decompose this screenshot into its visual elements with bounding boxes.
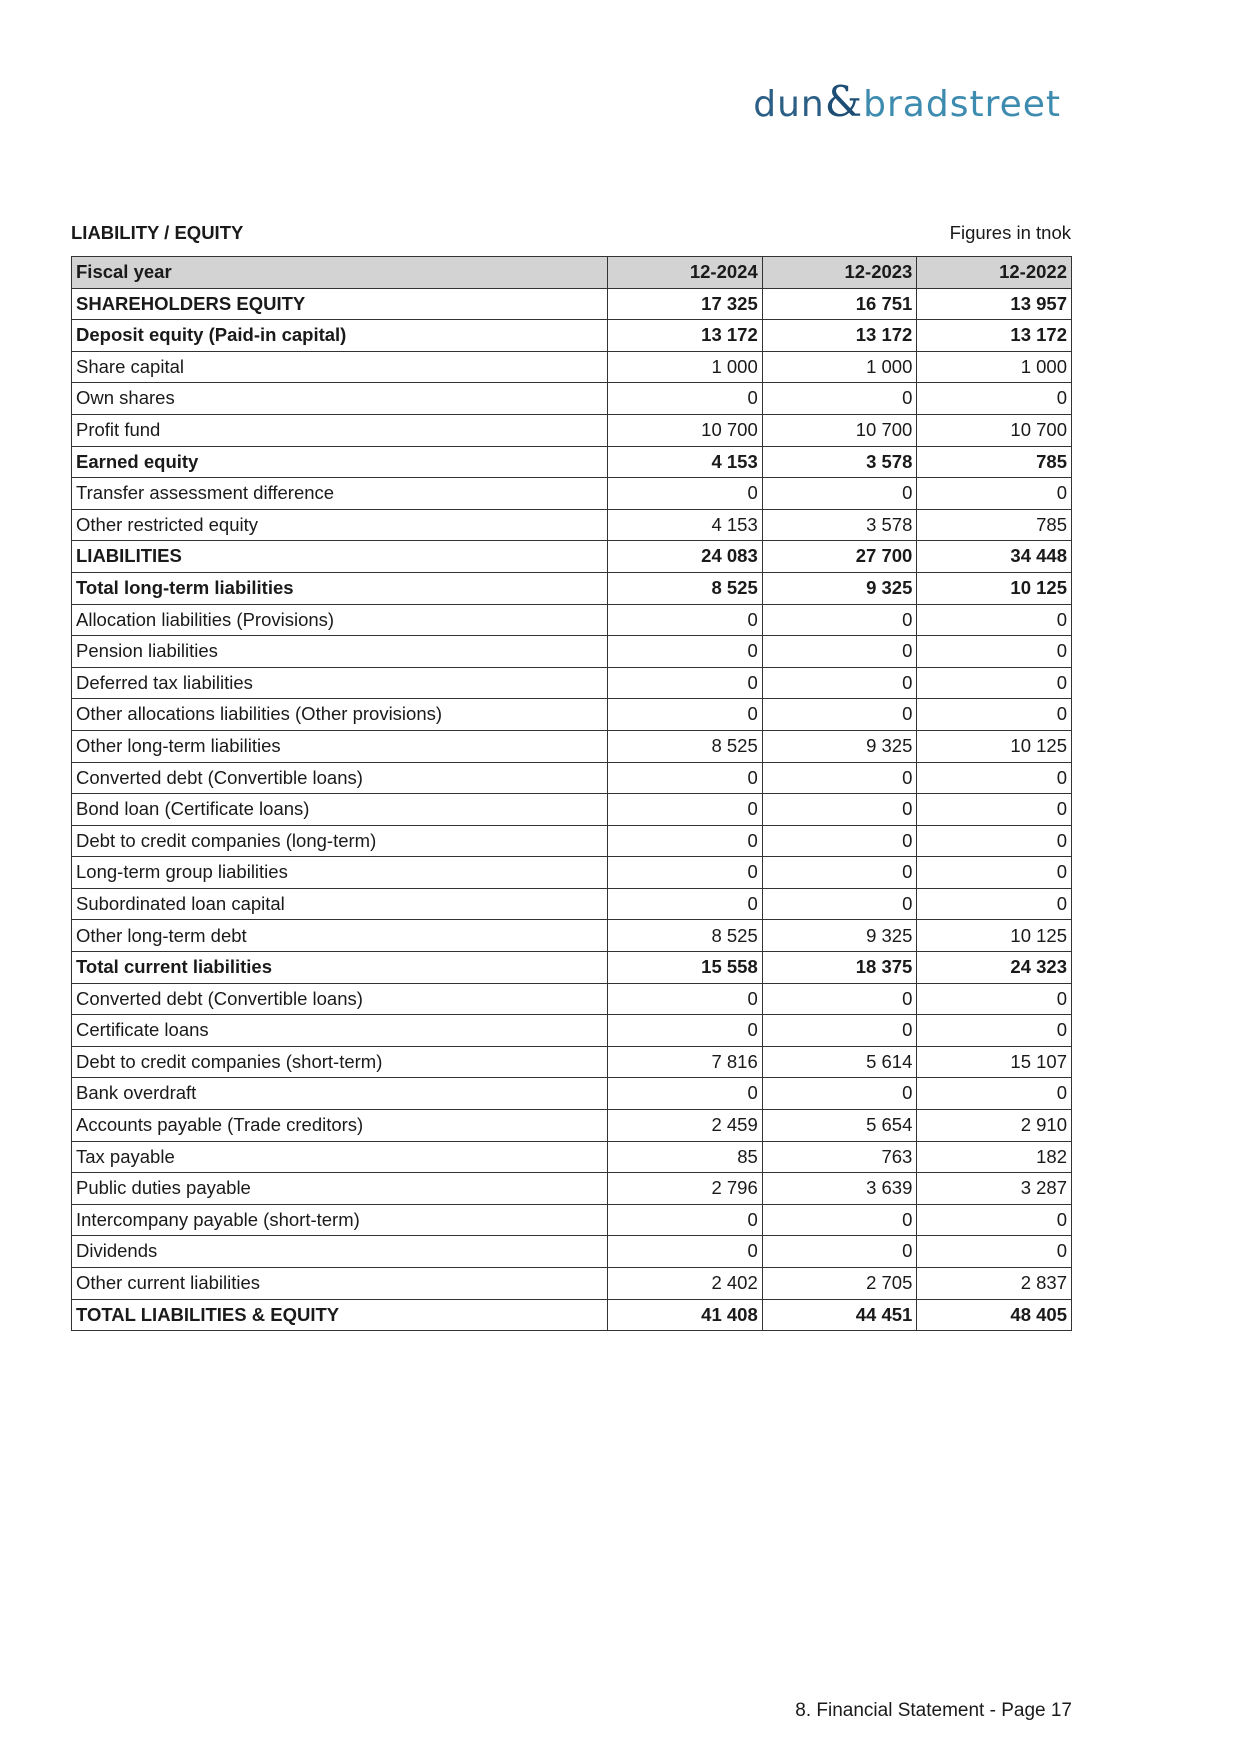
row-value: 0 bbox=[917, 1078, 1072, 1110]
row-label: Other restricted equity bbox=[72, 509, 608, 541]
row-value: 0 bbox=[762, 699, 917, 731]
table-row bbox=[72, 1046, 1072, 1078]
table-row bbox=[72, 1268, 1072, 1300]
row-value: 0 bbox=[608, 667, 763, 699]
row-value: 2 796 bbox=[608, 1173, 763, 1205]
row-value: 182 bbox=[917, 1141, 1072, 1173]
table-row bbox=[72, 857, 1072, 889]
row-value: 8 525 bbox=[608, 572, 763, 604]
row-value: 8 525 bbox=[608, 730, 763, 762]
row-value: 0 bbox=[917, 794, 1072, 826]
row-label: Converted debt (Convertible loans) bbox=[72, 983, 608, 1015]
row-value: 2 910 bbox=[917, 1110, 1072, 1142]
row-value: 0 bbox=[762, 888, 917, 920]
row-value: 24 323 bbox=[917, 952, 1072, 984]
row-value: 0 bbox=[608, 383, 763, 415]
row-value: 0 bbox=[917, 667, 1072, 699]
row-value: 0 bbox=[917, 636, 1072, 668]
row-value: 0 bbox=[608, 794, 763, 826]
row-value: 48 405 bbox=[917, 1299, 1072, 1331]
row-value: 0 bbox=[917, 983, 1072, 1015]
row-value: 763 bbox=[762, 1141, 917, 1173]
table-row bbox=[72, 667, 1072, 699]
section-title: LIABILITY / EQUITY bbox=[71, 222, 244, 243]
row-value: 0 bbox=[762, 1015, 917, 1047]
row-value: 0 bbox=[917, 478, 1072, 510]
row-value: 10 700 bbox=[608, 414, 763, 446]
row-value: 15 107 bbox=[917, 1046, 1072, 1078]
liability-equity-table bbox=[71, 256, 1072, 1331]
row-label: Public duties payable bbox=[72, 1173, 608, 1205]
row-value: 0 bbox=[917, 699, 1072, 731]
row-value: 0 bbox=[762, 825, 917, 857]
row-label: Bond loan (Certificate loans) bbox=[72, 794, 608, 826]
row-value: 9 325 bbox=[762, 730, 917, 762]
row-value: 10 125 bbox=[917, 730, 1072, 762]
row-value: 2 837 bbox=[917, 1268, 1072, 1300]
row-value: 34 448 bbox=[917, 541, 1072, 573]
row-value: 0 bbox=[917, 1015, 1072, 1047]
row-label: Tax payable bbox=[72, 1141, 608, 1173]
row-label: SHAREHOLDERS EQUITY bbox=[72, 288, 608, 320]
table-row bbox=[72, 1015, 1072, 1047]
row-value: 10 125 bbox=[917, 572, 1072, 604]
row-value: 15 558 bbox=[608, 952, 763, 984]
row-value: 10 700 bbox=[762, 414, 917, 446]
row-value: 3 287 bbox=[917, 1173, 1072, 1205]
row-value: 13 172 bbox=[917, 320, 1072, 352]
page-footer: 8. Financial Statement - Page 17 bbox=[795, 1700, 1072, 1721]
row-value: 0 bbox=[917, 857, 1072, 889]
logo-ampersand: & bbox=[824, 76, 864, 126]
row-value: 0 bbox=[917, 762, 1072, 794]
row-label: Total current liabilities bbox=[72, 952, 608, 984]
table-row bbox=[72, 478, 1072, 510]
table-row bbox=[72, 1173, 1072, 1205]
row-value: 85 bbox=[608, 1141, 763, 1173]
row-value: 1 000 bbox=[608, 351, 763, 383]
row-value: 0 bbox=[762, 667, 917, 699]
table-row bbox=[72, 952, 1072, 984]
row-label: Transfer assessment difference bbox=[72, 478, 608, 510]
table-row bbox=[72, 1204, 1072, 1236]
row-value: 0 bbox=[608, 636, 763, 668]
row-label: LIABILITIES bbox=[72, 541, 608, 573]
row-value: 13 957 bbox=[917, 288, 1072, 320]
table-body bbox=[72, 288, 1072, 1331]
table-row bbox=[72, 1299, 1072, 1331]
row-value: 1 000 bbox=[762, 351, 917, 383]
row-label: Converted debt (Convertible loans) bbox=[72, 762, 608, 794]
logo-wordmark bbox=[753, 77, 1061, 126]
row-value: 0 bbox=[608, 478, 763, 510]
row-value: 0 bbox=[762, 762, 917, 794]
row-value: 27 700 bbox=[762, 541, 917, 573]
table-row bbox=[72, 1110, 1072, 1142]
row-value: 0 bbox=[762, 636, 917, 668]
row-value: 4 153 bbox=[608, 509, 763, 541]
row-label: Debt to credit companies (short-term) bbox=[72, 1046, 608, 1078]
row-label: Other allocations liabilities (Other provisions) bbox=[72, 699, 608, 731]
row-label: Dividends bbox=[72, 1236, 608, 1268]
header-year-2022: 12-2022 bbox=[917, 257, 1072, 289]
row-label: Subordinated loan capital bbox=[72, 888, 608, 920]
row-label: Other long-term liabilities bbox=[72, 730, 608, 762]
row-value: 0 bbox=[762, 383, 917, 415]
row-value: 0 bbox=[917, 1236, 1072, 1268]
table-row bbox=[72, 541, 1072, 573]
row-value: 13 172 bbox=[608, 320, 763, 352]
row-value: 0 bbox=[762, 478, 917, 510]
table-row bbox=[72, 920, 1072, 952]
row-value: 9 325 bbox=[762, 920, 917, 952]
row-label: Deferred tax liabilities bbox=[72, 667, 608, 699]
table-row bbox=[72, 446, 1072, 478]
table-row bbox=[72, 288, 1072, 320]
row-label: Deposit equity (Paid-in capital) bbox=[72, 320, 608, 352]
table-row bbox=[72, 762, 1072, 794]
table-row bbox=[72, 320, 1072, 352]
table-row bbox=[72, 825, 1072, 857]
row-value: 16 751 bbox=[762, 288, 917, 320]
row-value: 8 525 bbox=[608, 920, 763, 952]
row-value: 0 bbox=[762, 857, 917, 889]
row-label: Debt to credit companies (long-term) bbox=[72, 825, 608, 857]
table-row bbox=[72, 351, 1072, 383]
row-value: 0 bbox=[762, 1204, 917, 1236]
table-row bbox=[72, 604, 1072, 636]
row-value: 0 bbox=[608, 983, 763, 1015]
row-value: 0 bbox=[917, 825, 1072, 857]
row-value: 2 402 bbox=[608, 1268, 763, 1300]
row-value: 1 000 bbox=[917, 351, 1072, 383]
row-label: Intercompany payable (short-term) bbox=[72, 1204, 608, 1236]
row-value: 0 bbox=[762, 1078, 917, 1110]
row-value: 10 700 bbox=[917, 414, 1072, 446]
table-row bbox=[72, 509, 1072, 541]
row-value: 0 bbox=[608, 1204, 763, 1236]
table-row bbox=[72, 1236, 1072, 1268]
row-label: Profit fund bbox=[72, 414, 608, 446]
row-label: Other current liabilities bbox=[72, 1268, 608, 1300]
header-year-2024: 12-2024 bbox=[608, 257, 763, 289]
company-logo bbox=[753, 76, 1061, 126]
row-label: TOTAL LIABILITIES & EQUITY bbox=[72, 1299, 608, 1331]
row-value: 785 bbox=[917, 509, 1072, 541]
row-value: 0 bbox=[762, 983, 917, 1015]
row-value: 44 451 bbox=[762, 1299, 917, 1331]
table-row bbox=[72, 983, 1072, 1015]
row-label: Accounts payable (Trade creditors) bbox=[72, 1110, 608, 1142]
row-value: 3 578 bbox=[762, 446, 917, 478]
row-value: 5 614 bbox=[762, 1046, 917, 1078]
row-value: 0 bbox=[608, 1236, 763, 1268]
row-value: 0 bbox=[917, 604, 1072, 636]
row-label: Other long-term debt bbox=[72, 920, 608, 952]
row-value: 13 172 bbox=[762, 320, 917, 352]
row-value: 0 bbox=[608, 857, 763, 889]
row-value: 0 bbox=[608, 762, 763, 794]
table-row bbox=[72, 794, 1072, 826]
row-value: 0 bbox=[608, 1078, 763, 1110]
row-value: 0 bbox=[608, 888, 763, 920]
row-value: 0 bbox=[762, 604, 917, 636]
row-value: 0 bbox=[917, 1204, 1072, 1236]
row-value: 3 578 bbox=[762, 509, 917, 541]
row-value: 10 125 bbox=[917, 920, 1072, 952]
row-value: 0 bbox=[917, 888, 1072, 920]
row-value: 0 bbox=[608, 1015, 763, 1047]
figures-unit-note: Figures in tnok bbox=[949, 222, 1071, 243]
row-value: 41 408 bbox=[608, 1299, 763, 1331]
logo-part-bradstreet: bradstreet bbox=[863, 83, 1061, 125]
row-value: 4 153 bbox=[608, 446, 763, 478]
row-label: Total long-term liabilities bbox=[72, 572, 608, 604]
row-value: 24 083 bbox=[608, 541, 763, 573]
row-value: 0 bbox=[608, 604, 763, 636]
table-row bbox=[72, 636, 1072, 668]
row-value: 0 bbox=[762, 1236, 917, 1268]
row-value: 18 375 bbox=[762, 952, 917, 984]
row-value: 0 bbox=[608, 825, 763, 857]
row-label: Share capital bbox=[72, 351, 608, 383]
header-fiscal-year: Fiscal year bbox=[72, 257, 608, 289]
table-header-row bbox=[72, 257, 1072, 289]
row-value: 9 325 bbox=[762, 572, 917, 604]
table-row bbox=[72, 699, 1072, 731]
logo-part-dun: dun bbox=[753, 83, 825, 125]
table-row bbox=[72, 572, 1072, 604]
table-row bbox=[72, 414, 1072, 446]
table-row bbox=[72, 888, 1072, 920]
row-value: 785 bbox=[917, 446, 1072, 478]
header-year-2023: 12-2023 bbox=[762, 257, 917, 289]
table-row bbox=[72, 730, 1072, 762]
row-value: 17 325 bbox=[608, 288, 763, 320]
row-value: 0 bbox=[608, 699, 763, 731]
table-row bbox=[72, 1078, 1072, 1110]
row-value: 2 705 bbox=[762, 1268, 917, 1300]
row-value: 0 bbox=[762, 794, 917, 826]
row-label: Allocation liabilities (Provisions) bbox=[72, 604, 608, 636]
row-label: Earned equity bbox=[72, 446, 608, 478]
row-label: Own shares bbox=[72, 383, 608, 415]
table-row bbox=[72, 383, 1072, 415]
row-value: 7 816 bbox=[608, 1046, 763, 1078]
row-label: Pension liabilities bbox=[72, 636, 608, 668]
row-value: 2 459 bbox=[608, 1110, 763, 1142]
row-label: Long-term group liabilities bbox=[72, 857, 608, 889]
row-value: 0 bbox=[917, 383, 1072, 415]
row-value: 3 639 bbox=[762, 1173, 917, 1205]
row-value: 5 654 bbox=[762, 1110, 917, 1142]
table-row bbox=[72, 1141, 1072, 1173]
row-label: Bank overdraft bbox=[72, 1078, 608, 1110]
row-label: Certificate loans bbox=[72, 1015, 608, 1047]
section-header bbox=[71, 222, 1071, 244]
